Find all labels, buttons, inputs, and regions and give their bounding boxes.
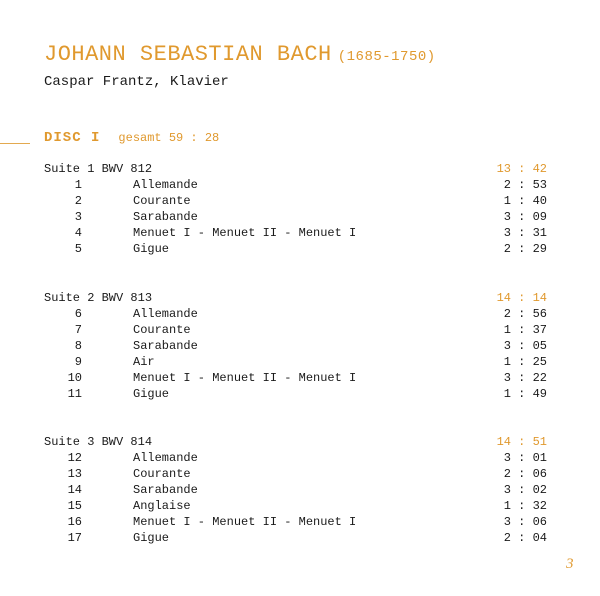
track-number: 10 [67, 371, 82, 385]
track-time: 2 : 04 [503, 531, 547, 545]
track-number: 7 [74, 323, 82, 337]
composer-dates: (1685-1750) [337, 49, 436, 65]
track-number: 11 [67, 387, 82, 401]
track-row [0, 450, 600, 466]
suite-title: Suite 3 BWV 814 [44, 435, 153, 449]
suite-block-3 [0, 434, 600, 546]
suite-header [0, 434, 600, 450]
track-title: Air [133, 355, 155, 369]
track-time: 1 : 32 [503, 499, 547, 513]
track-title: Courante [133, 467, 191, 481]
track-row [0, 498, 600, 514]
track-row [0, 322, 600, 338]
suite-block-1 [0, 161, 600, 257]
track-title: Allemande [133, 178, 198, 192]
track-number: 5 [74, 242, 82, 256]
track-row [0, 338, 600, 354]
track-row [0, 370, 600, 386]
track-time: 2 : 29 [503, 242, 547, 256]
track-title: Menuet I - Menuet II - Menuet I [133, 371, 357, 385]
track-title: Courante [133, 323, 191, 337]
track-number: 17 [67, 531, 82, 545]
track-title: Anglaise [133, 499, 191, 513]
performer-line: Caspar Frantz, Klavier [44, 74, 229, 90]
track-row [0, 306, 600, 322]
track-time: 1 : 40 [503, 194, 547, 208]
track-title: Sarabande [133, 483, 198, 497]
track-title: Sarabande [133, 339, 198, 353]
track-time: 3 : 31 [503, 226, 547, 240]
track-time: 3 : 05 [503, 339, 547, 353]
track-row [0, 386, 600, 402]
track-title: Courante [133, 194, 191, 208]
track-title: Gigue [133, 531, 170, 545]
suite-duration: 13 : 42 [496, 162, 547, 176]
track-row [0, 354, 600, 370]
track-row [0, 177, 600, 193]
track-row [0, 466, 600, 482]
track-number: 14 [67, 483, 82, 497]
track-number: 13 [67, 467, 82, 481]
track-title: Sarabande [133, 210, 198, 224]
track-time: 1 : 49 [503, 387, 547, 401]
track-time: 3 : 09 [503, 210, 547, 224]
track-row [0, 530, 600, 546]
track-number: 15 [67, 499, 82, 513]
page-number: 3 [566, 556, 574, 572]
track-row [0, 241, 600, 257]
suite-title: Suite 2 BWV 813 [44, 291, 153, 305]
track-number: 16 [67, 515, 82, 529]
track-title: Allemande [133, 307, 198, 321]
track-time: 2 : 53 [503, 178, 547, 192]
suite-block-2 [0, 290, 600, 402]
disc-total-duration: gesamt 59 : 28 [118, 131, 220, 145]
track-row [0, 482, 600, 498]
track-time: 3 : 02 [503, 483, 547, 497]
track-row [0, 209, 600, 225]
track-row [0, 514, 600, 530]
track-time: 2 : 06 [503, 467, 547, 481]
track-time: 1 : 25 [503, 355, 547, 369]
track-title: Menuet I - Menuet II - Menuet I [133, 515, 357, 529]
composer-heading [44, 42, 436, 67]
suite-header [0, 161, 600, 177]
track-time: 1 : 37 [503, 323, 547, 337]
track-row [0, 193, 600, 209]
suite-title: Suite 1 BWV 812 [44, 162, 153, 176]
track-number: 9 [74, 355, 82, 369]
suite-duration: 14 : 14 [496, 291, 547, 305]
track-time: 3 : 06 [503, 515, 547, 529]
track-row [0, 225, 600, 241]
track-title: Menuet I - Menuet II - Menuet I [133, 226, 357, 240]
disc-heading [44, 128, 219, 146]
track-number: 3 [74, 210, 82, 224]
track-number: 1 [74, 178, 82, 192]
track-number: 4 [74, 226, 82, 240]
track-title: Allemande [133, 451, 198, 465]
track-title: Gigue [133, 387, 170, 401]
track-number: 2 [74, 194, 82, 208]
suite-duration: 14 : 51 [496, 435, 547, 449]
suite-header [0, 290, 600, 306]
track-number: 6 [74, 307, 82, 321]
track-number: 12 [67, 451, 82, 465]
track-time: 3 : 22 [503, 371, 547, 385]
track-number: 8 [74, 339, 82, 353]
margin-rule [0, 143, 30, 144]
composer-name: JOHANN SEBASTIAN BACH [44, 42, 332, 67]
track-time: 3 : 01 [503, 451, 547, 465]
track-time: 2 : 56 [503, 307, 547, 321]
disc-label: DISC I [44, 130, 101, 146]
track-title: Gigue [133, 242, 170, 256]
